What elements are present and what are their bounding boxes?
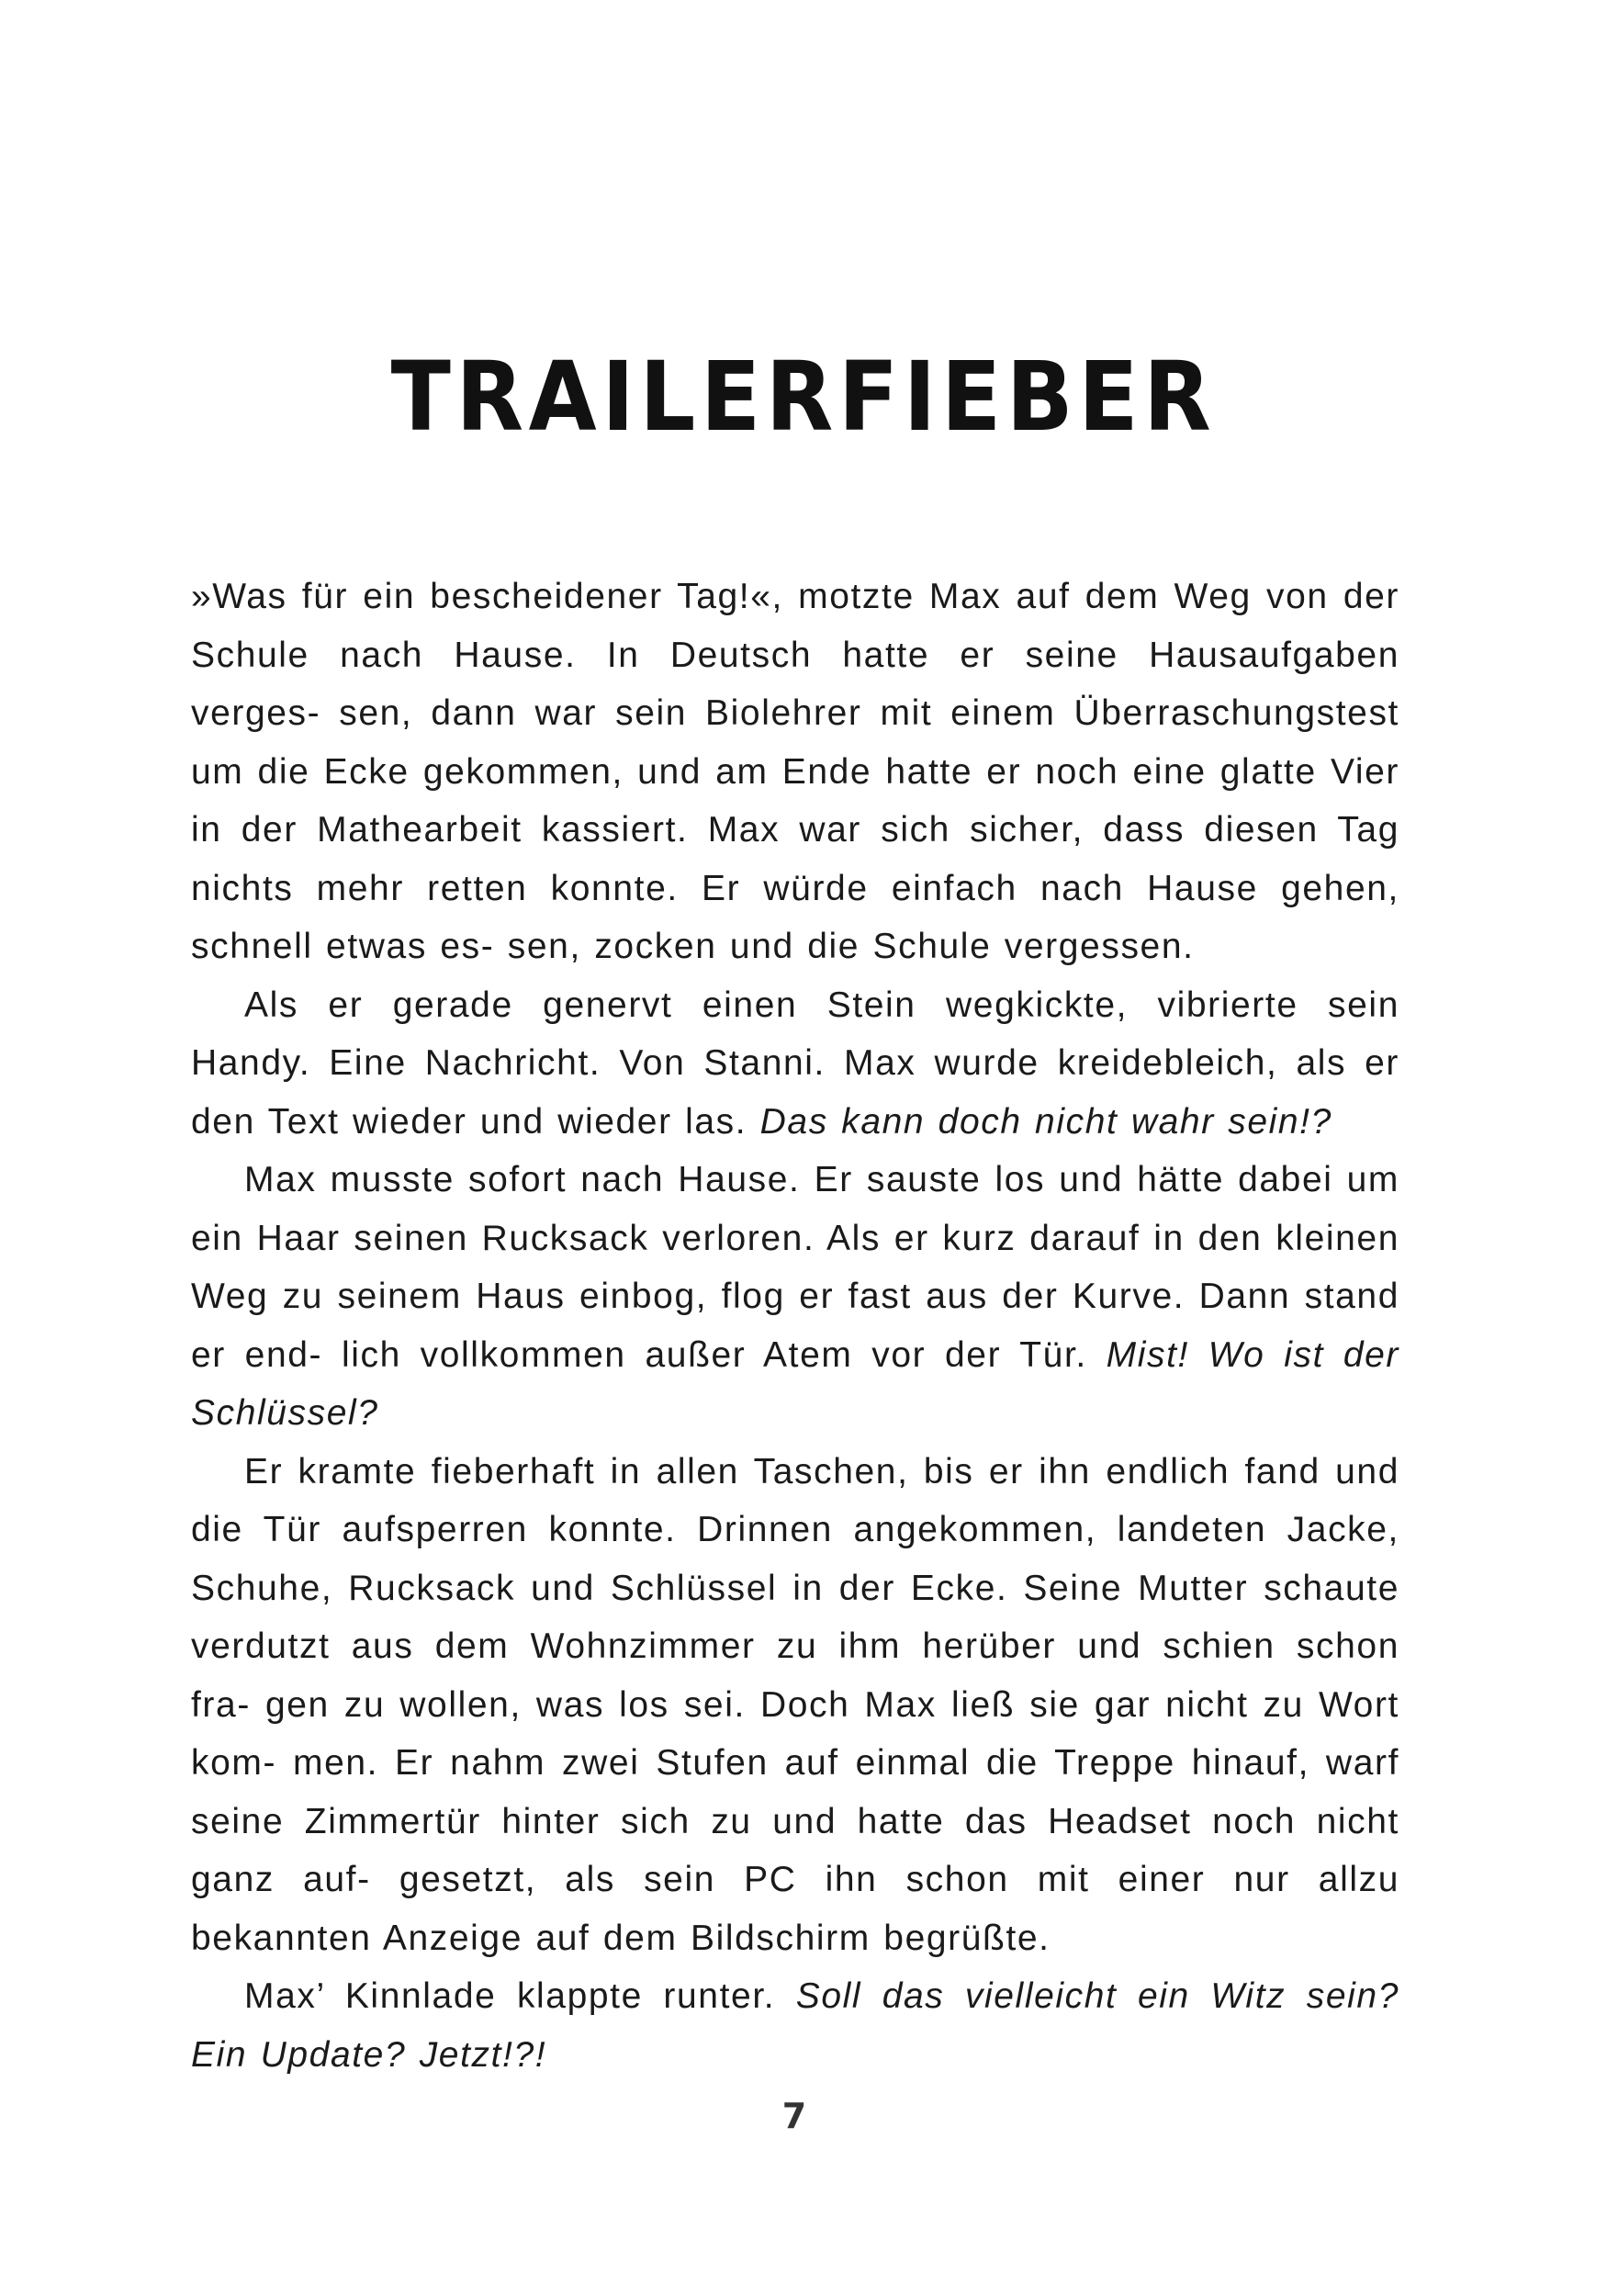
text-line: »Was für ein bescheidener Tag!«, motzte Max auf dem Weg von der <box>191 577 1399 616</box>
text-line: Max musste sofort nach Hause. Er sauste los und hätte dabei um ein <box>191 1160 1399 1258</box>
text-line: Haar seinen Rucksack verloren. Als er kurz darauf in den kleinen Weg <box>191 1218 1399 1316</box>
text-line: Mathearbeit kassiert. Max war sich sicher, dass diesen Tag nichts mehr <box>191 810 1399 908</box>
italic-thought: Soll das vielleicht ein Witz sein? Ein Update? Jetzt!?! <box>191 1976 1399 2075</box>
text-line: sen, dann war sein Biolehrer mit einem Überraschungstest um die <box>191 693 1399 792</box>
text-line: zu seinem Haus einbog, flog er fast aus der Kurve. Dann stand er end- <box>191 1277 1400 1375</box>
paragraph <box>191 1151 1399 1443</box>
chapter-title: TRAILERFIEBER <box>390 341 1217 453</box>
text-line: men. Er nahm zwei Stufen auf einmal die Treppe hinauf, warf seine <box>191 1743 1400 1841</box>
text-line: Als er gerade genervt einen Stein wegkickte, vibrierte sein Handy. <box>191 985 1399 1083</box>
text-line: Max’ Kinnlade klappte runter. <box>244 1976 796 2016</box>
text-line: gen zu wollen, was los sei. Doch Max ließ sie gar nicht zu Wort kom- <box>191 1684 1399 1783</box>
paragraph <box>191 1967 1399 2084</box>
paragraph <box>191 1443 1399 1968</box>
text-line: sen, zocken und die Schule vergessen. <box>507 927 1195 966</box>
paragraph <box>191 568 1399 976</box>
paragraph <box>191 976 1399 1152</box>
text-line: Er kramte fieberhaft in allen Taschen, bis er ihn endlich fand und <box>244 1451 1399 1491</box>
text-line: Schuhe, Rucksack und Schlüssel in der Ecke. Seine Mutter schaute <box>191 1568 1399 1608</box>
text-line: lich vollkommen außer Atem vor der Tür. <box>341 1334 1107 1375</box>
text-line: auf dem Bildschirm begrüßte. <box>535 1918 1051 1958</box>
text-line: Ecke gekommen, und am Ende hatte er noch eine glatte Vier in der <box>191 751 1399 850</box>
text-line: Zimmertür hinter sich zu und hatte das Headset noch nicht ganz auf- <box>191 1801 1399 1899</box>
text-line: Schule nach Hause. In Deutsch hatte er seine Hausaufgaben verges- <box>191 635 1399 733</box>
page-number: 7 <box>781 2096 807 2136</box>
text-line: retten konnte. Er würde einfach nach Hause gehen, schnell etwas es- <box>191 868 1399 966</box>
text-line: wieder und wieder las. <box>352 1101 760 1142</box>
italic-thought: Das kann doch nicht wahr sein!? <box>759 1101 1332 1142</box>
text-line: die Tür aufsperren konnte. Drinnen angekommen, landeten Jacke, <box>191 1510 1399 1549</box>
italic-thought: Mist! Wo ist der Schlüssel? <box>191 1334 1400 1433</box>
chapter-body <box>191 568 1399 2084</box>
text-line: verdutzt aus dem Wohnzimmer zu ihm herüber und schien schon fra- <box>191 1626 1399 1725</box>
text-line: Eine Nachricht. Von Stanni. Max wurde kreidebleich, als er den Text <box>191 1043 1399 1142</box>
text-line: gesetzt, als sein PC ihn schon mit einer nur allzu bekannten Anzeige <box>191 1860 1399 1958</box>
